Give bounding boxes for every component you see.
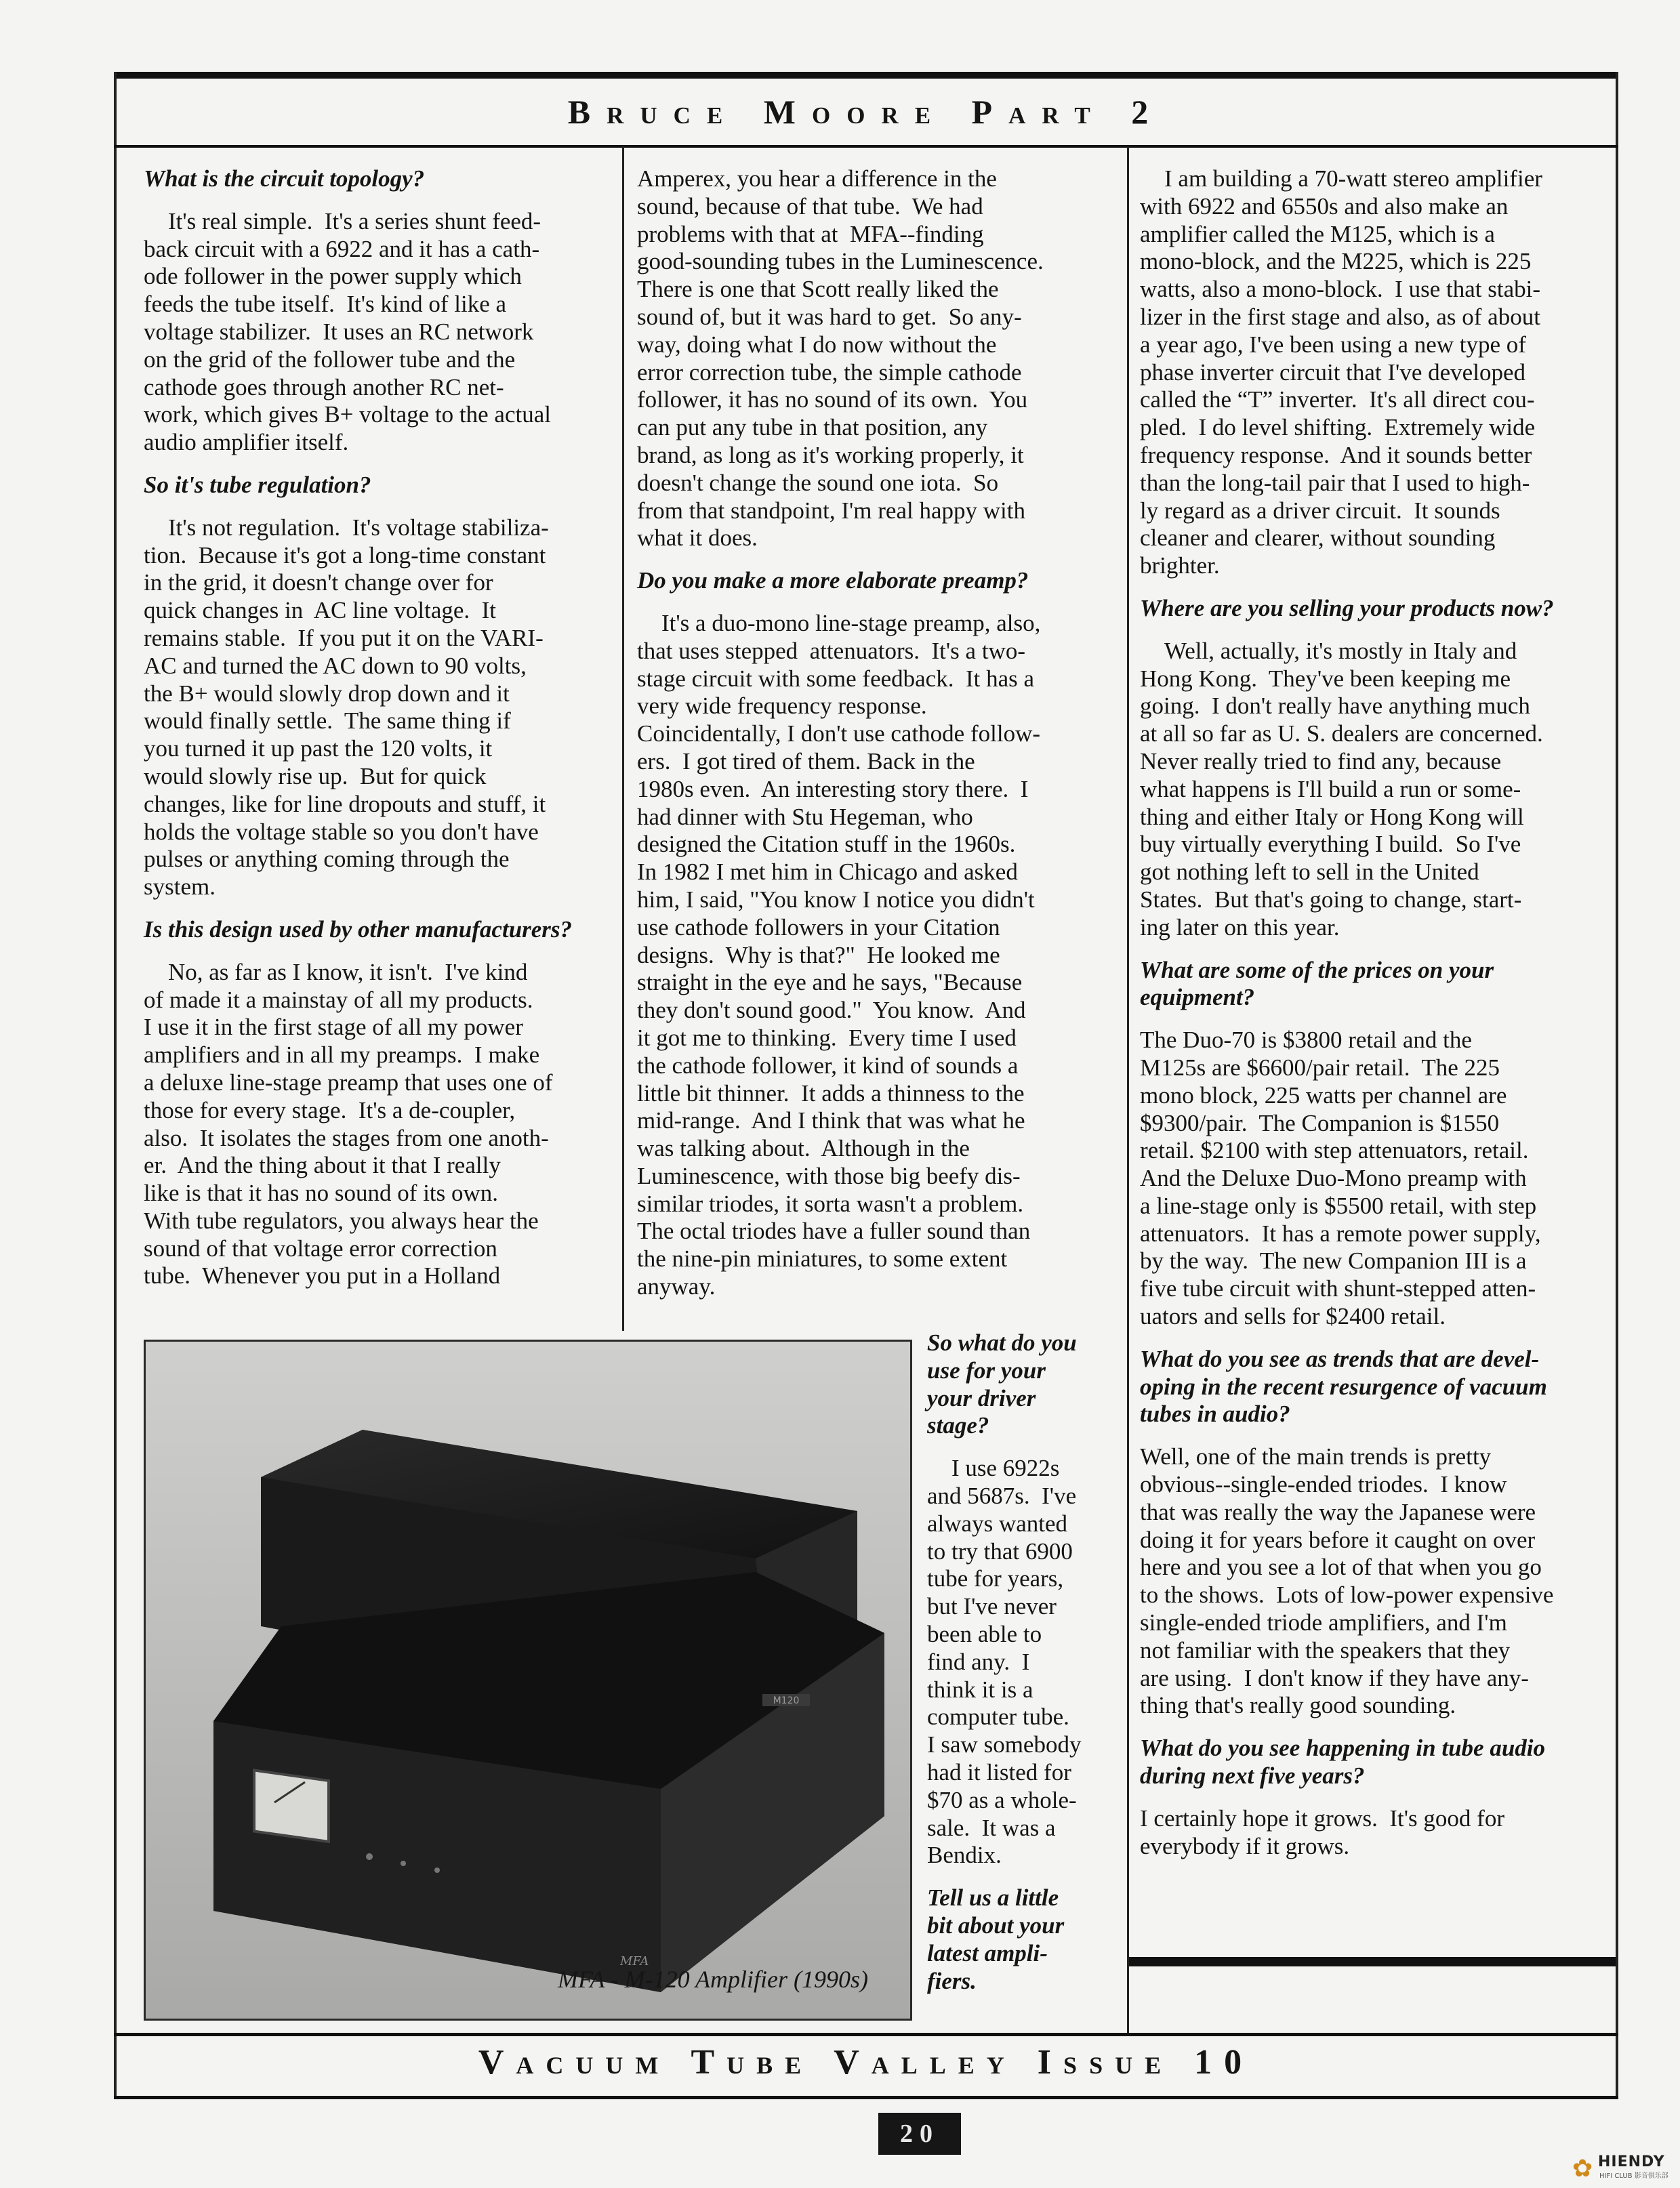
text-line: follower, it has no sound of its own. You	[637, 386, 1028, 413]
text-line: Never really tried to find any, because	[1140, 747, 1502, 775]
text-line: five tube circuit with shunt-stepped atten-	[1140, 1275, 1536, 1302]
answer-paragraph	[1140, 1443, 1612, 1720]
text-line: pled. I do level shifting. Extremely wide	[1140, 414, 1536, 441]
text-line: mono-block, and the M225, which is 225	[1140, 248, 1532, 275]
text-line: use cathode followers in your Citation	[637, 913, 1000, 941]
article-column-2	[637, 165, 1120, 1301]
answer-paragraph	[144, 514, 611, 901]
text-line: a deluxe line-stage preamp that uses one of	[144, 1069, 553, 1096]
text-line: been able to	[927, 1620, 1042, 1647]
text-line: computer tube.	[927, 1704, 1069, 1731]
question-line: fiers.	[927, 1967, 977, 1994]
column-divider-2	[1127, 146, 1129, 2034]
text-line: not familiar with the speakers that they	[1140, 1636, 1511, 1664]
text-line: quick changes in AC line voltage. It	[144, 597, 497, 624]
header-rule	[114, 145, 1618, 148]
text-line: the B+ would slowly drop down and it	[144, 680, 510, 707]
text-line: everybody if it grows.	[1140, 1832, 1350, 1859]
text-line: error correction tube, the simple cathode	[637, 358, 1022, 386]
text-line: $9300/pair. The Companion is $1550	[1140, 1109, 1500, 1136]
text-line: what happens is I'll build a run or some-	[1140, 775, 1521, 802]
text-line: but I've never	[927, 1593, 1057, 1620]
text-line: than the long-tail pair that I used to high-	[1140, 469, 1530, 496]
text-line: Coincidentally, I don't use cathode follow-	[637, 720, 1040, 747]
text-line: going. I don't really have anything much	[1140, 693, 1530, 720]
text-line: It's a duo-mono line-stage preamp, also,	[661, 609, 1041, 636]
question-line: So it's tube regulation?	[144, 471, 371, 498]
question-line: Do you make a more elaborate preamp?	[637, 567, 1029, 594]
text-line: The octal triodes have a fuller sound than	[637, 1218, 1031, 1245]
text-line: on the grid of the follower tube and the	[144, 346, 516, 373]
text-line: little bit thinner. It adds a thinness to the	[637, 1079, 1025, 1107]
text-line: mono block, 225 watts per channel are	[1140, 1081, 1507, 1109]
top-frame-rule	[114, 72, 1618, 79]
text-line: that uses stepped attenuators. It's a two-	[637, 637, 1025, 664]
answer-paragraph	[1140, 1027, 1612, 1331]
question-heading	[637, 567, 1120, 595]
text-line: ode follower in the power supply which	[144, 263, 522, 290]
answer-paragraph	[144, 208, 611, 457]
text-line: the cathode follower, it kind of sounds a	[637, 1052, 1019, 1079]
answer-paragraph	[637, 610, 1120, 1301]
text-line: tion. Because it's got a long-time constant	[144, 541, 546, 569]
text-line: designs. Why is that?" He looked me	[637, 941, 1000, 968]
text-line: would slowly rise up. But for quick	[144, 762, 487, 789]
text-line: problems with that at MFA--finding	[637, 220, 984, 247]
question-line: oping in the recent resurgence of vacuum	[1140, 1373, 1547, 1400]
text-line: Amperex, you hear a difference in the	[637, 165, 997, 192]
text-line: of made it a mainstay of all my products.	[144, 986, 533, 1013]
text-line: sound, because of that tube. We had	[637, 192, 983, 220]
text-line: I use 6922s	[951, 1455, 1060, 1482]
text-line: way, doing what I do now without the	[637, 331, 997, 358]
text-line: watts, also a mono-block. I use that stabi-	[1140, 276, 1540, 303]
question-heading	[927, 1329, 1124, 1440]
left-frame-rule	[114, 72, 117, 2098]
text-line: holds the voltage stable so you don't have	[144, 818, 539, 845]
text-line: ers. I got tired of them. Back in the	[637, 747, 975, 775]
right-frame-rule	[1616, 72, 1618, 2098]
text-line: anyway.	[637, 1273, 716, 1300]
text-line: from that standpoint, I'm real happy with	[637, 497, 1025, 524]
text-line: find any. I	[927, 1648, 1030, 1675]
question-line: stage?	[927, 1412, 989, 1439]
text-line: a year ago, I've been using a new type of	[1140, 331, 1526, 358]
text-line: It's real simple. It's a series shunt feed-	[168, 207, 541, 234]
text-line: frequency response. And it sounds better	[1140, 441, 1532, 468]
text-line: it got me to thinking. Every time I used	[637, 1024, 1017, 1051]
text-line: I saw somebody	[927, 1731, 1082, 1758]
text-line: Well, actually, it's mostly in Italy and	[1164, 637, 1517, 664]
text-line: very wide frequency response.	[637, 693, 927, 720]
question-heading	[1140, 957, 1612, 1012]
text-line: to the shows. Lots of low-power expensive	[1140, 1582, 1554, 1609]
answer-paragraph	[144, 959, 611, 1291]
text-line: pulses or anything coming through the	[144, 846, 510, 873]
brand-logo: MFA	[620, 1954, 649, 1968]
text-line: doing it for years before it caught on over	[1140, 1526, 1536, 1553]
text-line: similar triodes, it sorta wasn't a problem.	[637, 1190, 1024, 1217]
text-line: back circuit with a 6922 and it has a cath-	[144, 235, 540, 262]
article-column-3	[1140, 165, 1612, 1860]
text-line: $70 as a whole-	[927, 1786, 1077, 1813]
text-line: lizer in the first stage and also, as of about	[1140, 303, 1540, 330]
text-line: got nothing left to sell in the United	[1140, 859, 1479, 886]
text-line: stage circuit with some feedback. It has a	[637, 665, 1035, 692]
photo-caption: MFA - M-120 Amplifier (1990s)	[558, 1966, 868, 1993]
bottom-frame-rule	[114, 2096, 1618, 2099]
text-line: No, as far as I know, it isn't. I've kind	[168, 958, 528, 985]
text-line: like is that it has no sound of its own.	[144, 1180, 499, 1207]
text-line: mid-range. And I think that was what he	[637, 1107, 1025, 1134]
text-line: always wanted	[927, 1510, 1068, 1537]
question-line: latest ampli-	[927, 1939, 1048, 1966]
question-line: equipment?	[1140, 984, 1255, 1011]
question-heading	[1140, 1346, 1612, 1428]
text-line: him, I said, "You know I notice you didn't	[637, 886, 1035, 913]
text-line: in the grid, it doesn't change over for	[144, 569, 493, 596]
text-line: I use it in the first stage of all my power	[144, 1014, 523, 1041]
answer-paragraph	[1140, 638, 1612, 942]
article-column-1	[144, 165, 611, 1290]
text-line: phase inverter circuit that I've developed	[1140, 358, 1525, 386]
text-line: amplifiers and in all my preamps. I make	[144, 1041, 540, 1069]
text-line: amplifier called the M125, which is a	[1140, 220, 1495, 247]
text-line: AC and turned the AC down to 90 volts,	[144, 652, 527, 679]
model-badge: M120	[773, 1695, 800, 1706]
answer-paragraph	[637, 165, 1120, 552]
text-line: think it is a	[927, 1676, 1033, 1703]
question-heading	[1140, 1735, 1612, 1790]
text-line: was talking about. Although in the	[637, 1135, 970, 1162]
text-line: single-ended triode amplifiers, and I'm	[1140, 1609, 1507, 1636]
question-line: your driver	[927, 1384, 1036, 1411]
question-line: bit about your	[927, 1912, 1065, 1939]
text-line: a line-stage only is $5500 retail, with step	[1140, 1192, 1537, 1219]
text-line: Hong Kong. They've been keeping me	[1140, 665, 1511, 692]
text-line: cathode goes through another RC net-	[144, 373, 504, 400]
page-number: 20	[878, 2113, 961, 2155]
text-line: In 1982 I met him in Chicago and asked	[637, 859, 1018, 886]
text-line: good-sounding tubes in the Luminescence.	[637, 248, 1044, 275]
text-line: at all so far as U. S. dealers are concerned.	[1140, 720, 1543, 747]
question-line: tubes in audio?	[1140, 1401, 1290, 1428]
answer-paragraph	[1140, 1805, 1612, 1861]
text-line: buy virtually everything I build. So I've	[1140, 831, 1521, 858]
text-line: would finally settle. The same thing if	[144, 707, 511, 735]
text-line: here and you see a lot of that when you go	[1140, 1554, 1542, 1581]
text-line: And the Deluxe Duo-Mono preamp with	[1140, 1165, 1527, 1192]
text-line: tube for years,	[927, 1565, 1064, 1592]
answer-paragraph	[927, 1455, 1124, 1870]
text-line: what it does.	[637, 524, 758, 552]
text-line: sound of, but it was hard to get. So any-	[637, 303, 1022, 330]
text-line: you turned it up past the 120 volts, it	[144, 735, 493, 762]
text-line: can put any tube in that position, any	[637, 414, 988, 441]
text-line: I am building a 70-watt stereo amplifier	[1164, 165, 1542, 192]
question-heading	[144, 165, 611, 193]
text-line: attenuators. It has a remote power supply,	[1140, 1220, 1541, 1247]
text-line: The Duo-70 is $3800 retail and the	[1140, 1027, 1472, 1054]
question-line: use for your	[927, 1357, 1046, 1384]
question-line: Is this design used by other manufacturers?	[144, 915, 573, 943]
article-column-narrow	[927, 1329, 1124, 2010]
text-line: sale. It was a	[927, 1814, 1056, 1841]
text-line: voltage stabilizer. It uses an RC network	[144, 318, 534, 345]
text-line: thing that's really good sounding.	[1140, 1692, 1456, 1719]
text-line: designed the Citation stuff in the 1960s.	[637, 831, 1016, 858]
text-line: had it listed for	[927, 1758, 1071, 1786]
text-line: brand, as long as it's working properly, it	[637, 441, 1024, 468]
question-line: What do you see as trends that are devel-	[1140, 1345, 1540, 1372]
text-line: M125s are $6600/pair retail. The 225	[1140, 1054, 1500, 1081]
text-line: they don't sound good." You know. And	[637, 997, 1026, 1024]
question-heading	[144, 472, 611, 499]
magazine-issue-title: Vacuum Tube Valley Issue 10	[478, 2043, 1254, 2082]
text-line: retail. $2100 with step attenuators, retail.	[1140, 1137, 1529, 1164]
site-watermark	[1572, 2153, 1674, 2181]
text-line: 1980s even. An interesting story there. I	[637, 775, 1029, 802]
text-line: and 5687s. I've	[927, 1482, 1077, 1509]
text-line: ly regard as a driver circuit. It sounds	[1140, 497, 1500, 524]
text-line: that was really the way the Japanese were	[1140, 1498, 1536, 1525]
amplifier-illustration	[146, 1342, 910, 2019]
watermark-brand: HIENDY	[1598, 2153, 1665, 2170]
text-line: audio amplifier itself.	[144, 429, 349, 456]
footer-rule	[114, 2033, 1618, 2036]
text-line: sound of that voltage error correction	[144, 1235, 497, 1262]
flower-icon: ✿	[1572, 2155, 1593, 2183]
text-line: ing later on this year.	[1140, 913, 1340, 941]
text-line: obvious--single-ended triodes. I know	[1140, 1471, 1507, 1498]
text-line: thing and either Italy or Hong Kong will	[1140, 803, 1524, 830]
text-line: cleaner and clearer, without sounding	[1140, 524, 1496, 552]
text-line: had dinner with Stu Hegeman, who	[637, 803, 973, 830]
question-line: Where are you selling your products now?	[1140, 594, 1554, 621]
question-line: What is the circuit topology?	[144, 165, 425, 192]
text-line: remains stable. If you put it on the VARI-	[144, 624, 544, 651]
page-title: Bruce Moore Part 2	[567, 93, 1165, 131]
text-line: I certainly hope it grows. It's good for	[1140, 1804, 1504, 1832]
text-line: Luminescence, with those big beefy dis-	[637, 1162, 1021, 1189]
text-line: It's not regulation. It's voltage stabiliza-	[168, 514, 549, 541]
text-line: tube. Whenever you put in a Holland	[144, 1262, 501, 1289]
text-line: doesn't change the sound one iota. So	[637, 469, 999, 496]
text-line: uators and sells for $2400 retail.	[1140, 1303, 1446, 1330]
text-line: are using. I don't know if they have any-	[1140, 1664, 1529, 1691]
text-line: changes, like for line dropouts and stuff, it	[144, 790, 546, 817]
text-line: to try that 6900	[927, 1537, 1073, 1565]
column-divider-1	[622, 146, 624, 1331]
question-line: What are some of the prices on your	[1140, 956, 1494, 983]
text-line: system.	[144, 873, 216, 901]
text-line: feeds the tube itself. It's kind of like a	[144, 291, 507, 318]
column-end-bar	[1129, 1957, 1616, 1966]
question-line: during next five years?	[1140, 1762, 1365, 1790]
answer-paragraph	[1140, 165, 1612, 580]
text-line: Well, one of the main trends is pretty	[1140, 1443, 1492, 1470]
watermark-subtitle: HIFI CLUB 影音俱乐部	[1599, 2172, 1668, 2180]
text-line: With tube regulators, you always hear the	[144, 1207, 539, 1234]
text-line: work, which gives B+ voltage to the actual	[144, 401, 551, 428]
question-line: Tell us a little	[927, 1884, 1059, 1912]
text-line: with 6922 and 6550s and also make an	[1140, 192, 1509, 220]
text-line: straight in the eye and he says, "Because	[637, 969, 1023, 996]
text-line: the nine-pin miniatures, to some extent	[637, 1245, 1008, 1273]
text-line: called the “T” inverter. It's all direct cou-	[1140, 386, 1535, 413]
question-line: What do you see happening in tube audio	[1140, 1735, 1546, 1762]
text-line: er. And the thing about it that I really	[144, 1152, 501, 1179]
question-heading	[927, 1884, 1124, 1995]
text-line: There is one that Scott really liked the	[637, 276, 999, 303]
text-line: brighter.	[1140, 552, 1220, 579]
question-heading	[1140, 595, 1612, 623]
question-line: So what do you	[927, 1329, 1077, 1356]
text-line: Bendix.	[927, 1842, 1002, 1869]
question-heading	[144, 916, 611, 944]
amplifier-photo	[144, 1340, 912, 2021]
text-line: by the way. The new Companion III is a	[1140, 1247, 1527, 1275]
text-line: those for every stage. It's a de-coupler,	[144, 1096, 516, 1123]
text-line: also. It isolates the stages from one anoth-	[144, 1124, 549, 1151]
text-line: States. But that's going to change, start-	[1140, 886, 1522, 913]
